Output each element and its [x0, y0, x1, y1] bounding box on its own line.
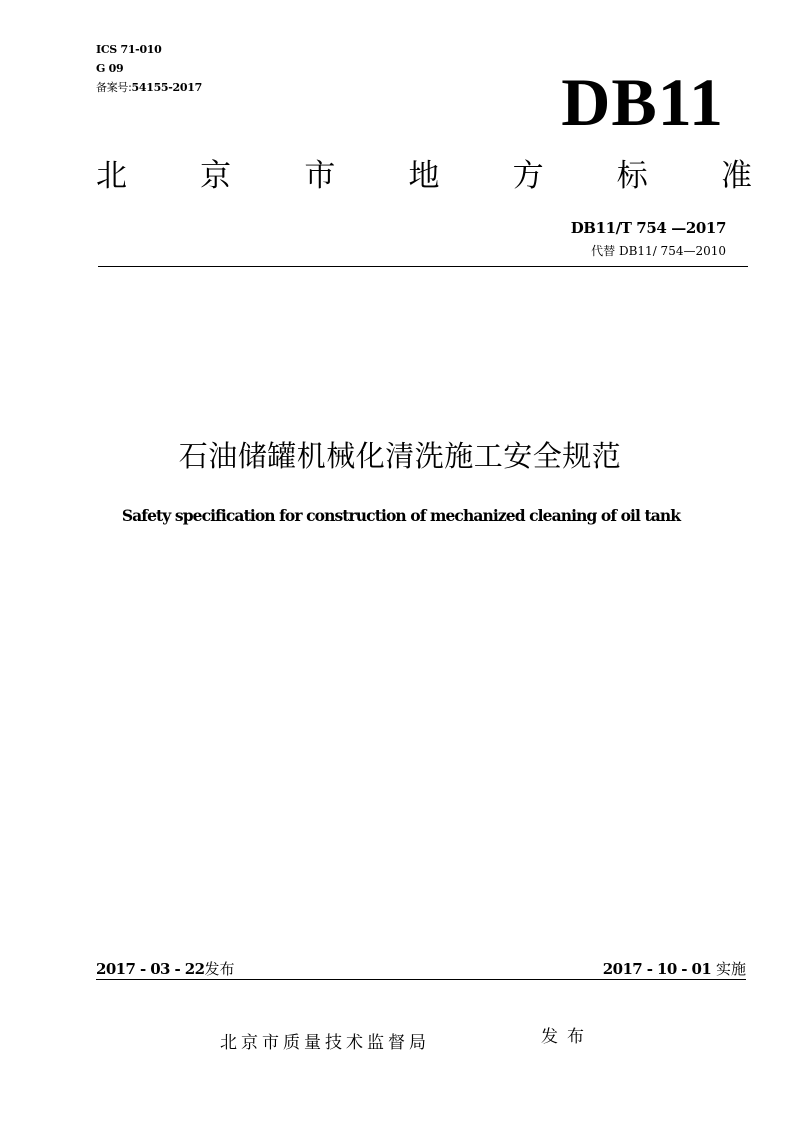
date-row — [96, 958, 746, 980]
issuer-action: 发布 — [541, 1027, 593, 1047]
standard-type-char: 标 — [616, 158, 648, 194]
issuer-row — [0, 1027, 800, 1056]
filing-number-row — [96, 78, 202, 97]
ccs-code: G 09 — [96, 62, 124, 75]
filing-label: 备案号: — [96, 81, 132, 94]
header-divider — [98, 266, 748, 267]
standard-number: DB11/T 754 —2017 — [570, 219, 726, 237]
document-title-cn: 石油储罐机械化清洗施工安全规范 — [178, 439, 622, 473]
standard-type-char: 京 — [200, 158, 232, 194]
implement-date: 2017 - 10 - 01 — [602, 960, 712, 978]
issue-date-group — [96, 958, 234, 980]
issue-date: 2017 - 03 - 22 — [96, 960, 205, 978]
db-logo: DB11 — [561, 64, 724, 140]
issuer-name: 北京市质量技术监督局 — [220, 1033, 430, 1053]
standard-type-char: 市 — [304, 158, 336, 194]
standard-type-char: 方 — [512, 158, 544, 194]
issue-label: 发布 — [204, 960, 235, 978]
document-title-en: Safety specification for construction of mechanized cleaning of oil tank — [121, 506, 681, 525]
standard-type-char: 地 — [408, 158, 440, 194]
filing-number: 54155-2017 — [131, 81, 202, 94]
footer-divider — [96, 979, 746, 980]
header-codes — [96, 40, 202, 97]
ics-code: ICS 71-010 — [96, 43, 162, 56]
standard-type-char: 准 — [720, 158, 752, 194]
implement-date-group — [603, 958, 746, 980]
replaces-note: 代替 DB11/ 754—2010 — [591, 244, 726, 258]
standard-type-title — [96, 156, 752, 196]
standard-type-char: 北 — [96, 158, 127, 194]
implement-label: 实施 — [715, 960, 746, 978]
